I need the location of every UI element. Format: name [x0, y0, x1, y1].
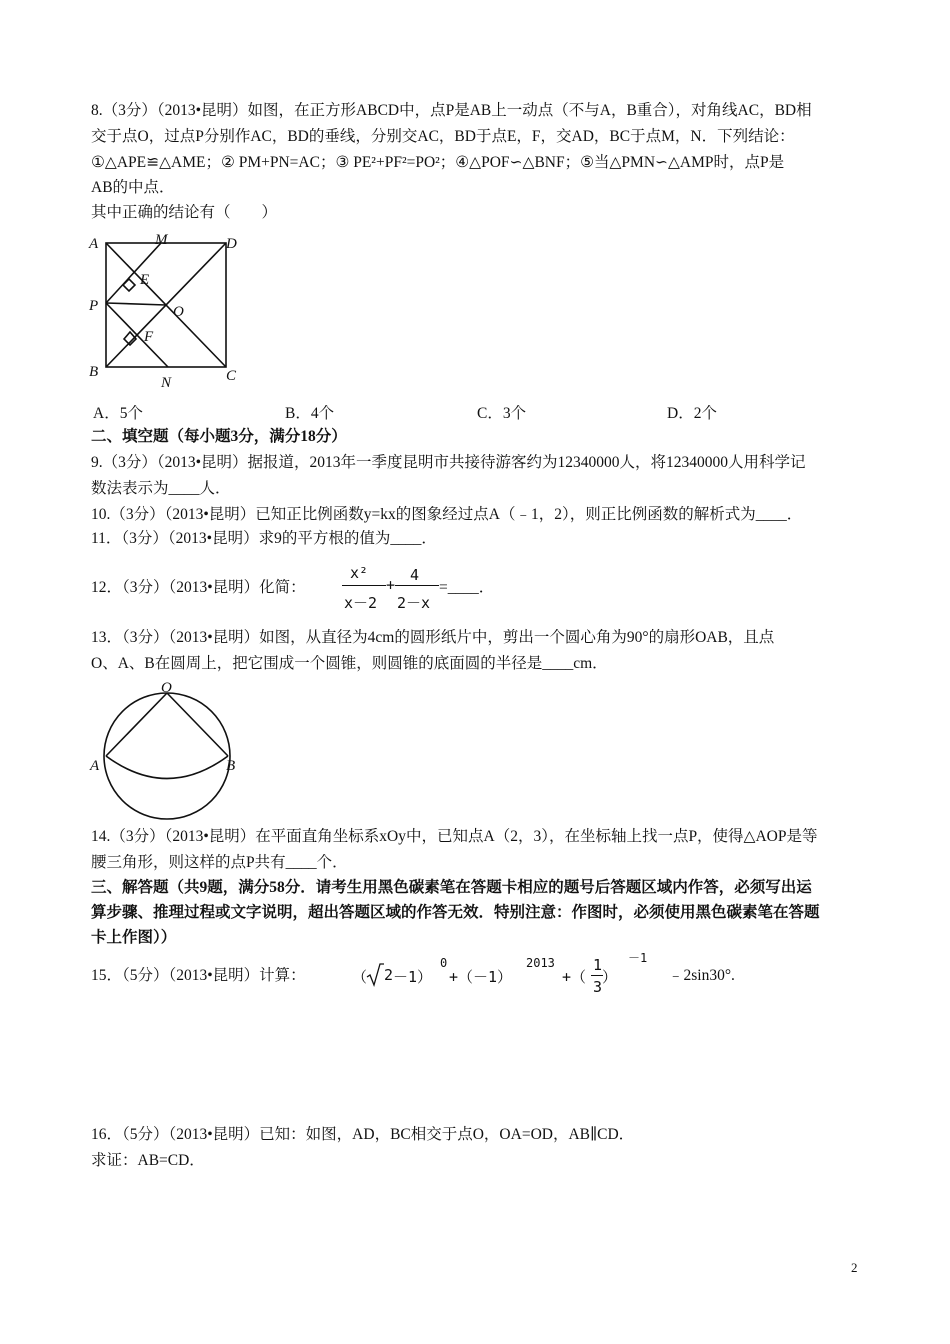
label-d: D [226, 236, 237, 252]
q15-plus-2: +（ [562, 968, 587, 986]
sqrt-icon [366, 962, 384, 988]
label-c: C [226, 368, 237, 384]
q8-option-b: B．4个 [285, 405, 335, 422]
q12-numerator-2: 4 [410, 566, 420, 584]
q15-open-paren: （ [352, 968, 368, 986]
q15-term1-rest: －1） [393, 968, 433, 986]
label-o: O [173, 304, 184, 320]
q15-prefix: 15．（5分）（2013•昆明）计算： [91, 967, 306, 984]
q14-line-2: 腰三角形，则这样的点P共有____个． [91, 854, 348, 871]
label-a: A [89, 236, 99, 252]
section-3-line-2: 算步骤、推理过程或文字说明，超出答题区域的作答无效．特别注意：作图时，必须使用黑色碳素笔在答题 [91, 904, 820, 921]
label-b: B [226, 758, 236, 774]
q8-option-d: D．2个 [667, 405, 717, 422]
q12-denominator-1: x－2 [344, 594, 378, 612]
q11-text: 11．（3分）（2013•昆明）求9的平方根的值为____． [91, 530, 437, 547]
q15-frac-num: 1 [593, 956, 603, 974]
q8-line-3: ①△APE≌△AME；② PM+PN=AC；③ PE²+PF²=PO²；④△POF∽△BNF；⑤当△PMN∽△AMP时，点P是 [91, 154, 785, 171]
q10-text: 10.（3分）（2013•昆明）已知正比例函数y=kx的图象经过点A（﹣1，2），则正比例函数的解析式为____． [91, 506, 803, 523]
q12-fraction-bar-1 [342, 585, 386, 586]
q9-line-2: 数法表示为____人． [91, 480, 231, 497]
q15-exponent-2: 2013 [526, 956, 555, 970]
label-m: M [155, 232, 168, 248]
q13-line-2: O、A、B在圆周上，把它围成一个圆锥，则圆锥的底面圆的半径是____cm． [91, 655, 608, 672]
page-number: 2 [851, 1260, 858, 1275]
q8-line-4: AB的中点． [91, 179, 175, 196]
q15-frac-den: 3 [593, 978, 603, 996]
q13-circle-figure [85, 676, 245, 826]
label-f: F [144, 329, 154, 345]
q15-sqrt-arg: 2 [384, 966, 394, 984]
q8-square-figure [85, 228, 255, 393]
q15-plus-1: +（－1） [449, 968, 513, 986]
q12-denominator-2: 2－x [397, 594, 431, 612]
q14-line-1: 14.（3分）（2013•昆明）在平面直角坐标系xOy中，已知点A（2，3），在坐标轴上找一点P，使得△AOP是等 [91, 828, 818, 845]
q12-numerator-1: x² [350, 564, 369, 582]
q15-suffix: ﹣2sin30°. [668, 967, 735, 984]
label-o: O [161, 680, 172, 696]
q16-line-1: 16．（5分）（2013•昆明）已知：如图，AD，BC相交于点O，OA=OD，AB∥CD． [91, 1126, 635, 1143]
q12-suffix: =____． [439, 579, 495, 596]
q13-line-1: 13．（3分）（2013•昆明）如图，从直径为4cm的圆形纸片中，剪出一个圆心角为90°的扇形OAB，且点 [91, 629, 775, 646]
section-2-heading: 二、填空题（每小题3分，满分18分） [91, 428, 347, 445]
q15-exponent-1: 0 [440, 956, 448, 970]
label-e: E [140, 272, 150, 288]
q16-line-2: 求证：AB=CD． [91, 1152, 205, 1169]
q8-option-c: C．3个 [477, 405, 527, 422]
q8-line-2: 交于点O，过点P分别作AC，BD的垂线，分别交AC，BD于点E，F，交AD，BC于点M，N．下列结论： [91, 128, 795, 145]
section-3-line-1: 三、解答题（共9题，满分58分．请考生用黑色碳素笔在答题卡相应的题号后答题区域内作答，必须写出运 [91, 879, 812, 896]
q12-prefix: 12．（3分）（2013•昆明）化简： [91, 579, 306, 596]
label-a: A [90, 758, 100, 774]
label-n: N [161, 375, 172, 391]
label-p: P [89, 298, 99, 314]
q9-line-1: 9.（3分）（2013•昆明）据报道，2013年一季度昆明市共接待游客约为12340000人，将12340000人用科学记 [91, 454, 806, 471]
q12-fraction-bar-2 [395, 585, 439, 586]
label-b: B [89, 364, 99, 380]
section-3-line-3: 卡上作图）） [91, 929, 177, 946]
q8-line-1: 8.（3分）（2013•昆明）如图，在正方形ABCD中，点P是AB上一动点（不与A，B重合），对角线AC，BD相 [91, 102, 812, 119]
q15-exponent-3: －1 [628, 951, 648, 965]
q15-close-paren: ） [602, 968, 618, 986]
q8-option-a: A．5个 [93, 405, 143, 422]
q12-plus: + [386, 576, 396, 594]
q8-line-5: 其中正确的结论有（ ） [91, 204, 278, 221]
